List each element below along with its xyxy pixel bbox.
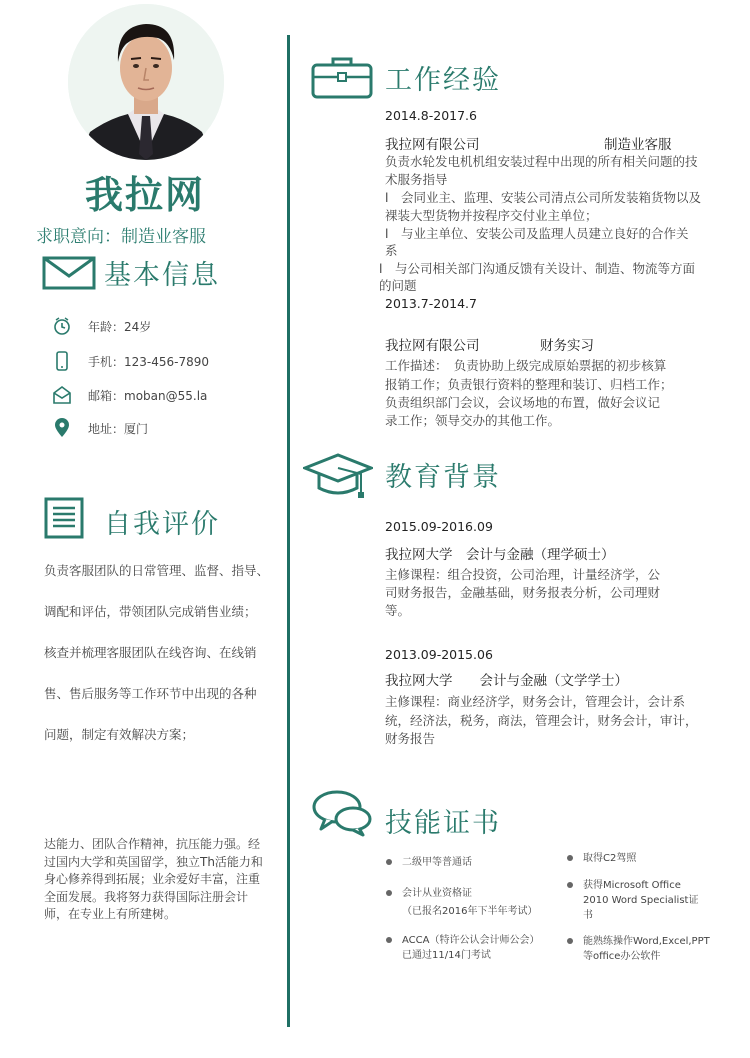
skill-item xyxy=(567,878,698,923)
job-1-desc-line: l 与业主单位、安装公司及监理人员建立良好的合作关 xyxy=(385,226,689,241)
job-intent: 求职意向：制造业客服 xyxy=(36,227,206,247)
job-1-company: 我拉网有限公司 xyxy=(385,137,480,153)
job-2-desc-line: 负责组织部门会议，会议场地的布置，做好会议记 xyxy=(385,395,661,410)
job-2-desc-line: 录工作；领导交办的其他工作。 xyxy=(385,413,561,428)
info-phone-text: 手机：123-456-7890 xyxy=(88,354,210,369)
speech-bubble-icon xyxy=(311,789,373,841)
job-2-position: 财务实习 xyxy=(540,338,594,354)
job-1-desc-line: 负责水轮发电机机组安装过程中出现的所有相关问题的技 xyxy=(385,154,698,169)
skill-text: 已通过11/14门考试 xyxy=(402,950,491,961)
skill-text: 能熟练操作Word,Excel,PPT xyxy=(583,936,710,947)
avatar-photo xyxy=(68,4,224,160)
education-title: 教育背景 xyxy=(385,462,501,493)
job-1-desc-line: 的问题 xyxy=(379,278,417,293)
job-1-period: 2014.8-2017.6 xyxy=(385,108,477,123)
skill-text: 获得Microsoft Office xyxy=(583,880,681,891)
avatar xyxy=(68,4,224,160)
skill-text: 书 xyxy=(583,910,593,921)
skill-item xyxy=(567,851,636,866)
envelope-icon xyxy=(42,256,96,294)
edu-1-line: 司财务报告，金融基础，财务报表分析，公司理财 xyxy=(385,585,661,600)
clock-icon xyxy=(52,316,72,336)
self-eval-paragraph: 达能力、团队合作精神，抗压能力强。经过国内大学和英国留学，独立Th活能力和身心修养得到拓展；业余爱好丰富，注重全面发展。我将努力获得国际注册会计师，在专业上有所建树。 xyxy=(44,837,263,921)
skill-item xyxy=(567,934,710,964)
self-eval-line: 问题，制定有效解决方案； xyxy=(44,727,195,742)
edu-1-period: 2015.09-2016.09 xyxy=(385,519,493,534)
self-eval-line: 售、售后服务等工作环节中出现的各种 xyxy=(44,686,257,701)
edu-2-line: 财务报告 xyxy=(385,731,436,746)
graduation-cap-icon xyxy=(303,452,373,504)
candidate-name: 我拉网 xyxy=(84,173,205,217)
edu-1-line: 主修课程：组合投资，公司治理，计量经济学，公 xyxy=(385,567,661,582)
job-1-desc-line: 裸装大型货物并按程序交付业主单位； xyxy=(385,208,598,223)
job-2-desc-line: 报销工作；负责银行资料的整理和装订、归档工作； xyxy=(385,377,673,392)
info-address xyxy=(52,417,148,439)
document-icon xyxy=(44,497,84,543)
work-title: 工作经验 xyxy=(385,65,501,96)
skill-item xyxy=(386,933,539,963)
edu-2-period: 2013.09-2015.06 xyxy=(385,647,493,662)
info-email xyxy=(52,384,207,406)
bullet-icon xyxy=(567,882,573,888)
bullet-icon xyxy=(386,890,392,896)
skill-text: 等office办公软件 xyxy=(583,951,661,962)
info-email-text: 邮箱：moban@55.la xyxy=(88,388,208,403)
job-1-position: 制造业客服 xyxy=(604,137,672,153)
bullet-icon xyxy=(386,937,392,943)
edu-2-line: 统，经济法，税务，商法，管理会计，财务会计，审计， xyxy=(385,713,698,728)
bullet-icon xyxy=(567,855,573,861)
mail-icon xyxy=(52,385,72,405)
skill-text: 2010 Word Specialist证 xyxy=(583,895,699,906)
skill-text: 取得C2驾照 xyxy=(583,853,637,864)
info-phone xyxy=(52,350,209,372)
info-address-text: 地址：厦门 xyxy=(88,421,149,436)
job-2-desc-line: 工作描述： 负责协助上级完成原始票据的初步核算 xyxy=(385,358,667,373)
job-2-period: 2013.7-2014.7 xyxy=(385,296,477,311)
skill-item xyxy=(386,886,537,919)
skill-text: （已报名2016年下半年考试） xyxy=(402,906,538,917)
skills-title: 技能证书 xyxy=(385,808,501,839)
edu-2-line: 主修课程：商业经济学，财务会计，管理会计，会计系 xyxy=(385,694,686,709)
self-eval-title: 自我评价 xyxy=(104,509,220,540)
job-1-desc-line: 系 xyxy=(385,243,398,258)
info-age xyxy=(52,315,151,337)
self-eval-line: 核查并梳理客服团队在线咨询、在线销 xyxy=(44,645,257,660)
job-2-company: 我拉网有限公司 xyxy=(385,338,480,354)
edu-1-line: 等。 xyxy=(385,603,411,618)
bullet-icon xyxy=(386,859,392,865)
location-pin-icon xyxy=(52,418,72,438)
self-eval-line: 负责客服团队的日常管理、监督、指导、 xyxy=(44,563,270,578)
bullet-icon xyxy=(567,938,573,944)
skill-text: 会计从业资格证 xyxy=(402,888,472,899)
briefcase-icon xyxy=(311,55,373,103)
job-1-desc-line: l 与公司相关部门沟通反馈有关设计、制造、物流等方面 xyxy=(379,261,695,276)
job-1-desc-line: 术服务指导 xyxy=(385,172,448,187)
column-divider xyxy=(287,35,290,1027)
self-eval-line: 调配和评估，带领团队完成销售业绩； xyxy=(44,604,257,619)
job-1-desc-line: l 会同业主、监理、安装公司清点公司所发装箱货物以及 xyxy=(385,190,701,205)
basic-info-title: 基本信息 xyxy=(104,260,220,291)
skill-text: ACCA（特许公认会计师公会） xyxy=(402,935,540,946)
edu-1-heading: 我拉网大学 会计与金融（理学硕士） xyxy=(385,547,615,563)
edu-2-heading: 我拉网大学 会计与金融（文学学士） xyxy=(385,673,628,689)
info-age-text: 年龄：24岁 xyxy=(88,319,152,334)
skill-text: 二级甲等普通话 xyxy=(402,857,472,868)
skill-item xyxy=(386,855,472,870)
phone-icon xyxy=(52,351,72,371)
